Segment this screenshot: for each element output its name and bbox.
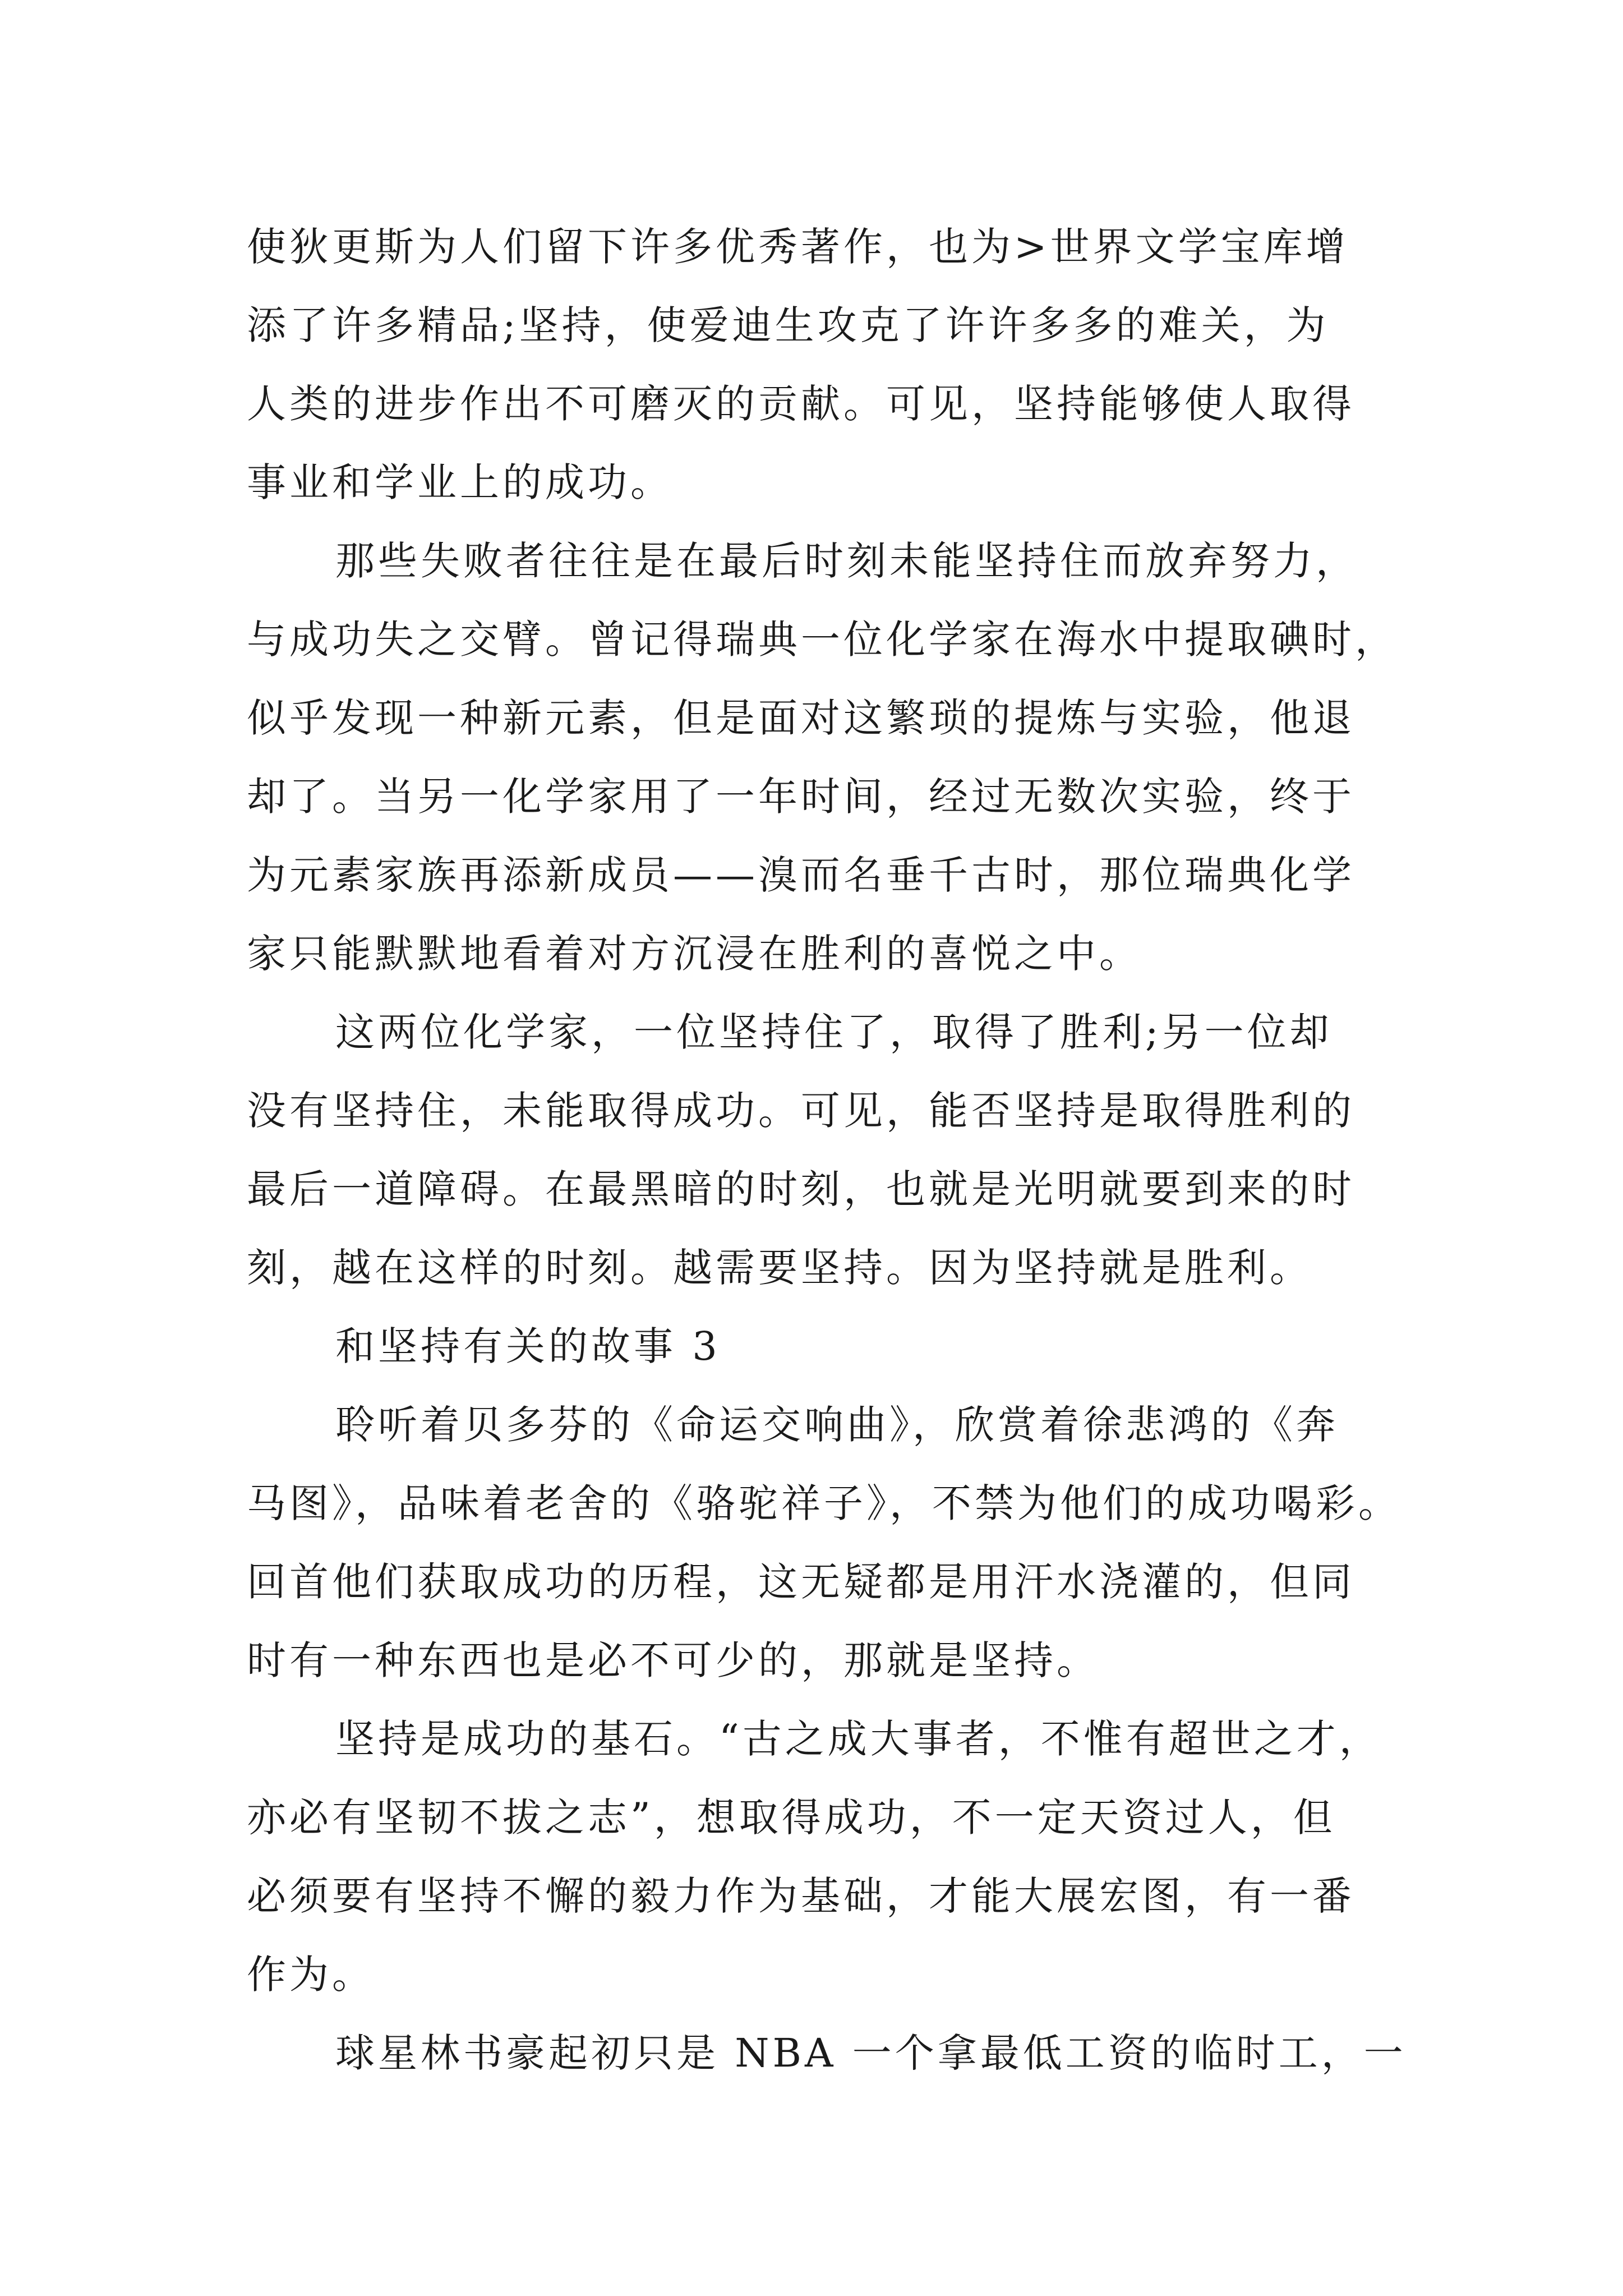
text-line: 必须要有坚持不懈的毅力作为基础，才能大展宏图，有一番 xyxy=(247,1873,1355,1919)
paragraph-first-line: 那些失败者往往是在最后时刻未能坚持住而放弃努力， xyxy=(335,538,1358,584)
text-line: 添了许多精品;坚持，使爱迪生攻克了许许多多的难关，为 xyxy=(247,302,1329,348)
text-line: 亦必有坚韧不拔之志”，想取得成功，不一定天资过人，但 xyxy=(247,1795,1336,1841)
paragraph-first-line: 球星林书豪起初只是 NBA 一个拿最低工资的临时工，一 xyxy=(335,2030,1407,2076)
text-line: 马图》，品味着老舍的《骆驼祥子》，不禁为他们的成功喝彩。 xyxy=(247,1480,1401,1526)
text-line: 作为。 xyxy=(247,1952,375,1998)
section-heading: 和坚持有关的故事 3 xyxy=(335,1323,721,1369)
paragraph-first-line: 坚持是成功的基石。“古之成大事者，不惟有超世之才， xyxy=(335,1716,1382,1762)
text-line: 家只能默默地看着对方沉浸在胜利的喜悦之中。 xyxy=(247,931,1142,977)
text-line: 使狄更斯为人们留下许多优秀著作，也为>世界文学宝库增 xyxy=(247,224,1349,270)
text-line: 为元素家族再添新成员——溴而名垂千古时，那位瑞典化学 xyxy=(247,852,1355,898)
text-line: 没有坚持住，未能取得成功。可见，能否坚持是取得胜利的 xyxy=(247,1088,1355,1134)
text-line: 人类的进步作出不可磨灭的贡献。可见，坚持能够使人取得 xyxy=(247,381,1355,427)
text-line: 回首他们获取成功的历程，这无疑都是用汗水浇灌的，但同 xyxy=(247,1559,1355,1605)
text-line: 事业和学业上的成功。 xyxy=(247,459,673,505)
text-line: 似乎发现一种新元素，但是面对这繁琐的提炼与实验，他退 xyxy=(247,695,1355,741)
text-line: 最后一道障碍。在最黑暗的时刻，也就是光明就要到来的时 xyxy=(247,1166,1355,1212)
text-line: 与成功失之交臂。曾记得瑞典一位化学家在海水中提取碘时， xyxy=(247,616,1398,662)
paragraph-first-line: 这两位化学家，一位坚持住了，取得了胜利;另一位却 xyxy=(335,1009,1332,1055)
text-line: 刻，越在这样的时刻。越需要坚持。因为坚持就是胜利。 xyxy=(247,1245,1312,1291)
paragraph-first-line: 聆听着贝多芬的《命运交响曲》，欣赏着徐悲鸿的《奔 xyxy=(335,1402,1339,1448)
article-body xyxy=(247,208,1407,2092)
text-line: 却了。当另一化学家用了一年时间，经过无数次实验，终于 xyxy=(247,774,1355,820)
text-line: 时有一种东西也是必不可少的，那就是坚持。 xyxy=(247,1637,1099,1683)
